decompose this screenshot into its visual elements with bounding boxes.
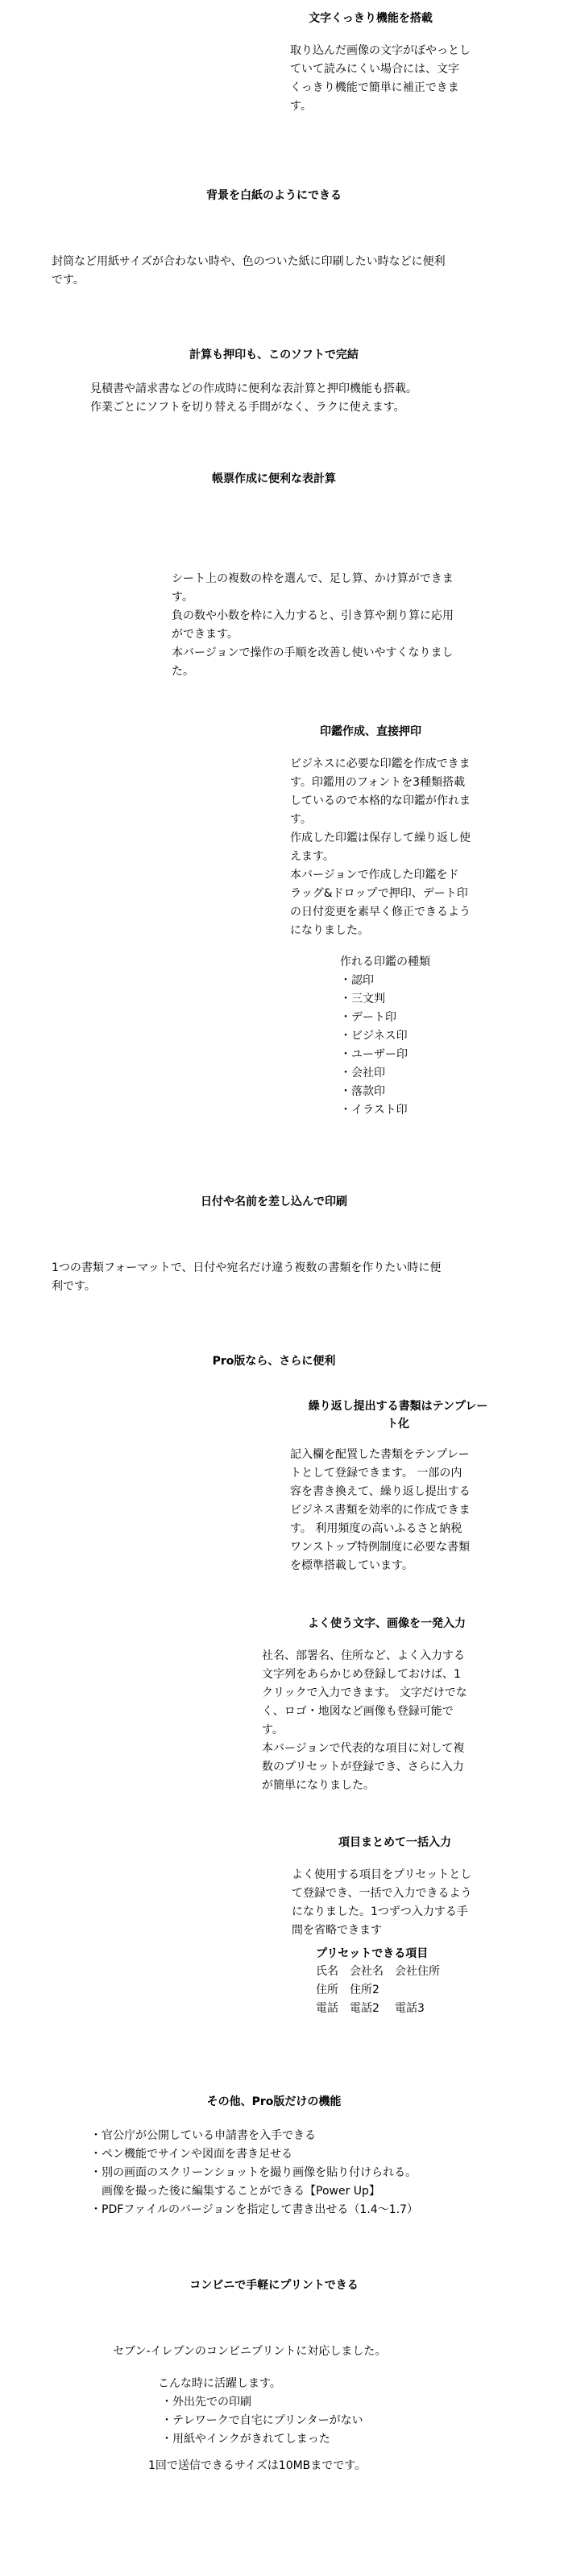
body-line: す。 利用頻度の高いふるさと納税 [290, 1522, 462, 1535]
text-clarity-body [290, 42, 508, 116]
list-item: ・用紙やインクがきれてしまった [161, 2433, 330, 2446]
body-line: 文字列をあらかじめ登録しておけば、1 [262, 1668, 461, 1681]
list-item: ・デート印 [340, 1011, 396, 1024]
title-line: 繰り返し提出する書類はテンプレー [308, 1400, 488, 1413]
seal-types-heading: 作れる印鑑の種類 [340, 956, 430, 968]
body-line: す。 [262, 1724, 284, 1736]
body-line: す。 [172, 591, 193, 604]
body-line: ていて読みにくい場合には、文字 [290, 63, 459, 76]
table-cell: 氏名 [316, 1965, 338, 1978]
body-line: の日付変更を素早く修正できるよう [290, 906, 471, 919]
table-cell: 電話 [316, 2002, 338, 2015]
body-line: クリックで入力できます。 文字だけでな [262, 1686, 467, 1699]
body-line: す。印鑑用のフォントを3種類搭載 [290, 776, 466, 789]
pro-only-body [90, 2127, 541, 2219]
body-line: シート上の複数の枠を選んで、足し算、かけ算ができま [172, 572, 454, 585]
body-line: 社名、部署名、住所など、よく入力する [262, 1649, 465, 1662]
body-line: ・別の画面のスクリーンショットを撮り画像を貼り付けられる。 [90, 2166, 417, 2179]
body-line: 封筒など用紙サイズが合わない時や、色のついた紙に印刷したい時などに便利 [52, 255, 446, 268]
body-line: トとして登録できます。 一部の内 [290, 1467, 462, 1480]
section-title-calc-stamp: 計算も押印も、このソフトで完結 [189, 349, 359, 361]
preset-heading: プリセットできる項目 [316, 1947, 429, 1960]
spreadsheet-body [172, 570, 526, 681]
body-line: ができます。 [172, 628, 238, 641]
body-line: ・ペン機能でサインや図面を書き足せる [90, 2148, 293, 2161]
pro-quick-input-body [262, 1647, 520, 1795]
body-line: よく使用する項目をプリセットとし [292, 1868, 472, 1881]
body-line: 作成した印鑑は保存して繰り返し使 [290, 832, 471, 844]
body-line: す。 [290, 813, 312, 826]
body-line: ワンストップ特例制度に必要な書類 [290, 1541, 471, 1554]
body-line: 画像を撮った後に編集することができる【Power Up】 [90, 2185, 380, 2198]
table-row [316, 1963, 451, 1981]
body-line: す。 [290, 100, 312, 113]
section-title-text-clarity: 文字くっきり機能を搭載 [309, 12, 433, 25]
body-line: になりました。1つずつ入力する手 [292, 1905, 468, 1918]
section-title-pro: Pro版なら、さらに便利 [212, 1355, 336, 1368]
body-line: 利です。 [52, 1280, 96, 1293]
convenience-cases-heading: こんな時に活躍します。 [158, 2377, 281, 2390]
table-cell: 会社住所 [395, 1965, 440, 1978]
body-line: ビジネスに必要な印鑑を作成できま [290, 758, 471, 770]
list-item: ・イラスト印 [340, 1104, 408, 1117]
body-line: 作業ごとにソフトを切り替える手間がなく、ラクに使えます。 [90, 401, 405, 414]
table-cell: 会社名 [350, 1965, 384, 1978]
body-line: 数のプリセットが登録でき、さらに入力 [262, 1761, 464, 1773]
body-line: ・官公庁が公開している申請書を入手できる [90, 2129, 316, 2142]
body-line: になりました。 [290, 924, 369, 937]
mail-merge-body [52, 1259, 519, 1296]
table-cell: 電話2 [350, 2002, 379, 2015]
body-line: しているので本格的な印鑑が作れま [290, 795, 471, 807]
list-item: ・外出先での印刷 [161, 2396, 251, 2409]
body-line: ラッグ&ドロップで押印、デート印 [290, 887, 468, 900]
table-row [316, 2000, 451, 2018]
body-line: を標準搭載しています。 [290, 1559, 413, 1572]
table-cell: 住所2 [350, 1984, 379, 1996]
convenience-cases-list [161, 2393, 483, 2449]
section-title-seal: 印鑑作成、直接押印 [320, 725, 421, 738]
body-line: が簡単になりました。 [262, 1779, 375, 1792]
section-title-spreadsheet: 帳票作成に便利な表計算 [212, 473, 336, 485]
table-cell [395, 1981, 451, 2000]
list-item: ・ユーザー印 [340, 1048, 408, 1061]
convenience-intro: セブン-イレブンのコンビニプリントに対応しました。 [113, 2345, 387, 2358]
list-item: ・認印 [340, 974, 374, 987]
body-line: 容を書き換えて、繰り返し提出する [290, 1485, 471, 1498]
table-cell: 電話3 [395, 2002, 425, 2015]
body-line: 本バージョンで代表的な項目に対して複 [262, 1742, 465, 1755]
convenience-note: 1回で送信できるサイズは10MBまでです。 [148, 2459, 367, 2472]
body-line: です。 [52, 274, 85, 287]
body-line: 本バージョンで操作の手順を改善し使いやすくなりまし [172, 646, 454, 659]
section-title-pro-only: その他、Pro版だけの機能 [206, 2095, 342, 2108]
calc-stamp-body [90, 380, 509, 417]
section-title-convenience: コンビニで手軽にプリントできる [189, 2279, 359, 2292]
body-line: 見積書や請求書などの作成時に便利な表計算と押印機能も搭載。 [90, 382, 417, 395]
pro-batch-input-title: 項目まとめて一括入力 [338, 1836, 451, 1849]
white-background-body [52, 253, 519, 290]
body-line: ビジネス書類を効率的に作成できま [290, 1504, 471, 1517]
body-line: えます。 [290, 850, 334, 863]
table-row [316, 1981, 451, 2000]
body-line: くっきり機能で簡単に補正できま [290, 81, 459, 94]
pro-template-body [290, 1446, 516, 1575]
seal-body [290, 755, 516, 940]
list-item: ・三文判 [340, 993, 385, 1005]
body-line: た。 [172, 665, 194, 678]
table-cell: 住所 [316, 1984, 338, 1996]
pro-quick-input-title: よく使う文字、画像を一発入力 [308, 1617, 466, 1630]
section-title-white-background: 背景を白紙のようにできる [206, 189, 342, 202]
pro-batch-input-body [292, 1866, 517, 1940]
body-line: 取り込んだ画像の文字がぼやっとし [290, 44, 471, 57]
list-item: ・落款印 [340, 1085, 385, 1098]
list-item: ・テレワークで自宅にプリンターがない [161, 2414, 363, 2427]
list-item: ・ビジネス印 [340, 1030, 408, 1042]
section-title-mail-merge: 日付や名前を差し込んで印刷 [201, 1195, 347, 1208]
seal-types-list [340, 972, 501, 1120]
title-line: ト化 [387, 1418, 409, 1430]
body-line: 間を省略できます [292, 1924, 382, 1937]
pro-template-title [285, 1397, 511, 1433]
body-line: ・PDFファイルのバージョンを指定して書き出せる（1.4～1.7） [90, 2203, 418, 2216]
preset-items-table [316, 1963, 501, 2018]
body-line: 1つの書類フォーマットで、日付や宛名だけ違う複数の書類を作りたい時に便 [52, 1261, 442, 1274]
body-line: 記入欄を配置した書類をテンプレー [290, 1448, 470, 1461]
body-line: 本バージョンで作成した印鑑をド [290, 869, 459, 881]
body-line: く、ロゴ・地図など画像も登録可能で [262, 1705, 454, 1718]
body-line: 負の数や小数を枠に入力すると、引き算や割り算に応用 [172, 609, 454, 622]
body-line: て登録でき、一括で入力できるよう [292, 1887, 472, 1900]
list-item: ・会社印 [340, 1067, 385, 1080]
